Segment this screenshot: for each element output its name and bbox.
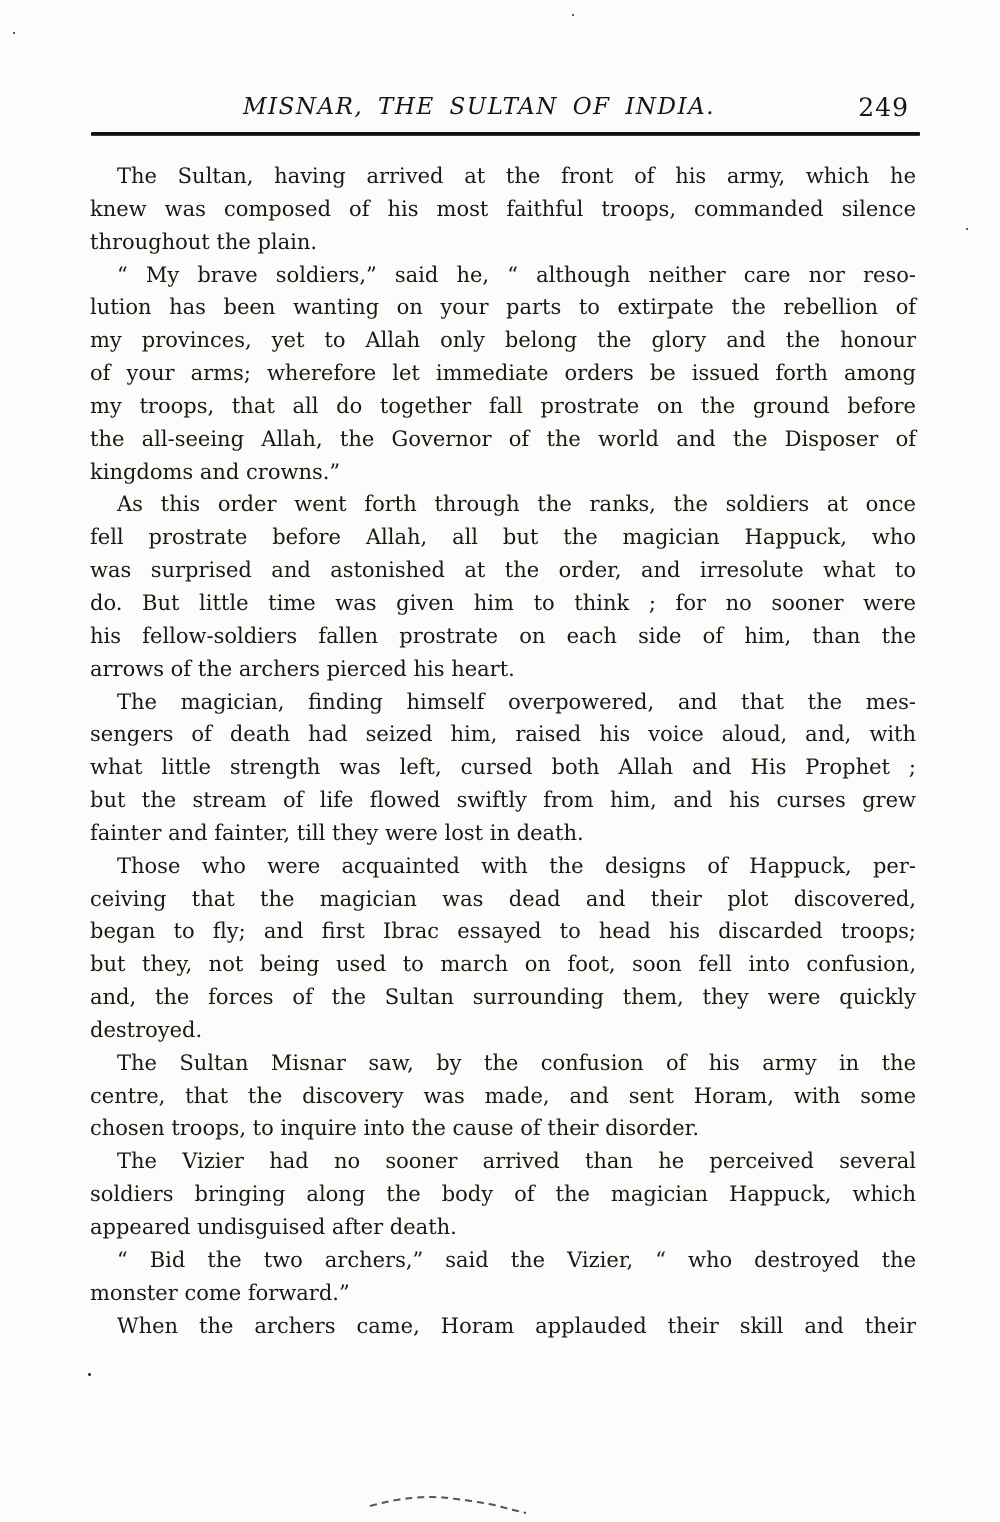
text-line: of your arms; wherefore let immediate orders be issued forth among [90, 361, 916, 386]
paragraph [90, 686, 916, 850]
text-line: throughout the plain. [90, 229, 318, 254]
text-line: and, the forces of the Sultan surrounding them, they were quickly [90, 985, 916, 1010]
text-line: chosen troops, to inquire into the cause of their disorder. [90, 1116, 700, 1141]
text-line: “ Bid the two archers,” said the Vizier, “ who destroyed the [117, 1247, 916, 1272]
header-rule [91, 132, 920, 136]
text-line: my provinces, yet to Allah only belong the glory and the honour [90, 328, 916, 353]
text-line: Those who were acquainted with the designs of Happuck, per- [117, 853, 916, 878]
page-title: MISNAR, THE SULTAN OF INDIA. [242, 94, 716, 120]
text-block [90, 160, 916, 1342]
paragraph [90, 488, 916, 685]
paragraph [90, 1310, 916, 1343]
text-line: but the stream of life flowed swiftly from him, and his curses grew [90, 788, 916, 813]
scan-artifact-dashed-line [358, 1486, 548, 1518]
text-line: As this order went forth through the ranks, the soldiers at once [117, 492, 916, 517]
text-line: sengers of death had seized him, raised his voice aloud, and, with [90, 722, 916, 747]
text-line: lution has been wanting on your parts to extirpate the rebellion of [90, 295, 916, 320]
text-line: The Sultan Misnar saw, by the confusion of his army in the [117, 1050, 916, 1075]
scan-speck [88, 1373, 91, 1376]
text-line: The Vizier had no sooner arrived than he perceived several [117, 1149, 916, 1174]
paragraph [90, 850, 916, 1047]
text-line: “ My brave soldiers,” said he, “ although neither care nor reso- [117, 262, 916, 287]
text-line: began to fly; and first Ibrac essayed to head his discarded troops; [90, 919, 916, 944]
text-line: my troops, that all do together fall prostrate on the ground before [90, 393, 916, 418]
text-line: but they, not being used to march on foot, soon fell into confusion, [90, 952, 916, 977]
text-line: kingdoms and crowns.” [90, 459, 341, 484]
paragraph [90, 160, 916, 259]
text-line: centre, that the discovery was made, and sent Horam, with some [90, 1083, 916, 1108]
text-line: was surprised and astonished at the order, and irresolute what to [90, 558, 916, 583]
text-line: the all-seeing Allah, the Governor of the world and the Disposer of [90, 426, 916, 451]
text-line: fell prostrate before Allah, all but the magician Happuck, who [90, 525, 916, 550]
text-line: The magician, finding himself overpowered, and that the mes- [117, 689, 916, 714]
text-line: fainter and fainter, till they were lost in death. [90, 820, 584, 845]
paragraph [90, 1145, 916, 1244]
paragraph [90, 1244, 916, 1310]
text-line: The Sultan, having arrived at the front of his army, which he [117, 164, 916, 188]
text-line: ceiving that the magician was dead and their plot discovered, [90, 886, 916, 911]
paragraph [90, 259, 916, 489]
paragraph [90, 1047, 916, 1146]
text-line: When the archers came, Horam applauded their skill and their [117, 1313, 916, 1338]
scan-speck [572, 14, 574, 16]
text-line: soldiers bringing along the body of the magician Happuck, which [90, 1182, 916, 1207]
text-line: knew was composed of his most faithful troops, commanded silence [90, 196, 916, 221]
text-line: do. But little time was given him to think ; for no sooner were [90, 590, 916, 615]
scan-speck [966, 228, 968, 230]
text-line: his fellow-soldiers fallen prostrate on each side of him, than the [90, 623, 916, 648]
text-line: destroyed. [90, 1017, 203, 1042]
scan-speck [13, 32, 15, 34]
text-line: arrows of the archers pierced his heart. [90, 656, 515, 681]
text-line: appeared undisguised after death. [90, 1215, 457, 1239]
page-number: 249 [858, 93, 909, 122]
text-line: what little strength was left, cursed both Allah and His Prophet ; [90, 755, 916, 780]
text-line: monster come forward.” [90, 1280, 350, 1305]
